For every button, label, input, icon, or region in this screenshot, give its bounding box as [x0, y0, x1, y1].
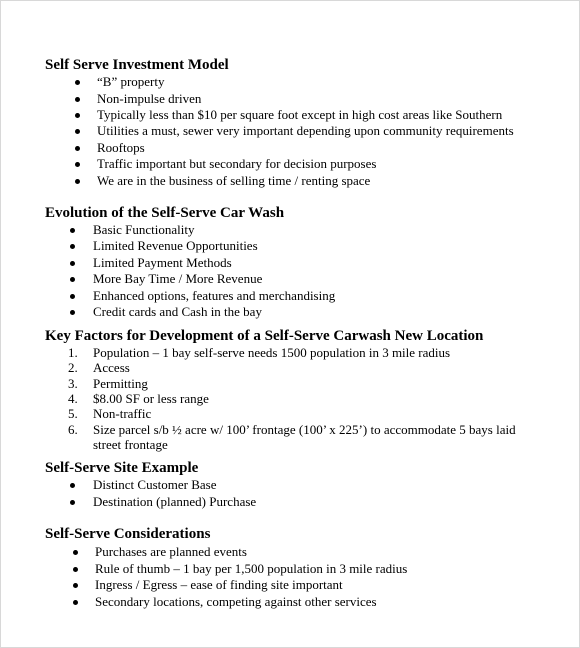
bullet-icon — [70, 483, 75, 488]
bullet-icon — [70, 310, 75, 315]
section-heading-evolution: Evolution of the Self-Serve Car Wash — [45, 205, 285, 221]
list-item: Basic Functionality — [93, 222, 195, 237]
bullet-icon — [75, 80, 80, 85]
list-number: 5. — [68, 406, 78, 421]
section-heading-investment-model: Self Serve Investment Model — [45, 57, 229, 73]
bullet-icon — [75, 129, 80, 134]
bullet-icon — [73, 600, 78, 605]
bullet-icon — [75, 146, 80, 151]
bullet-icon — [70, 500, 75, 505]
list-item: Size parcel s/b ½ acre w/ 100’ frontage (100’ x 225’) to accommodate 5 bays laid — [93, 422, 516, 437]
bullet-icon — [73, 550, 78, 555]
list-item: $8.00 SF or less range — [93, 391, 209, 406]
list-item: Non-impulse driven — [97, 91, 202, 106]
list-number: 2. — [68, 360, 78, 375]
list-item: Typically less than $10 per square foot except in high cost areas like Southern — [97, 107, 503, 122]
list-item: Ingress / Egress – ease of finding site important — [95, 577, 343, 592]
list-item: Distinct Customer Base — [93, 477, 217, 492]
list-item: Population – 1 bay self-serve needs 1500 population in 3 mile radius — [93, 345, 451, 360]
bullet-icon — [75, 97, 80, 102]
bullet-icon — [70, 228, 75, 233]
list-item: Utilities a must, sewer very important depending upon community requirements — [97, 123, 514, 138]
section-heading-considerations: Self-Serve Considerations — [45, 526, 211, 542]
list-number: 4. — [68, 391, 78, 406]
bullet-icon — [70, 277, 75, 282]
list-item: Traffic important but secondary for decision purposes — [97, 156, 377, 171]
list-item: Purchases are planned events — [95, 544, 247, 559]
list-item: Secondary locations, competing against other services — [95, 594, 377, 609]
list-item: “B” property — [97, 74, 165, 89]
bullet-icon — [73, 567, 78, 572]
list-item: Credit cards and Cash in the bay — [93, 304, 262, 319]
list-item: Non-traffic — [93, 406, 152, 421]
list-item: Destination (planned) Purchase — [93, 494, 257, 509]
list-item: Access — [93, 360, 130, 375]
list-item: Rooftops — [97, 140, 145, 155]
bullet-icon — [75, 162, 80, 167]
list-item: Enhanced options, features and merchandising — [93, 288, 336, 303]
list-item: We are in the business of selling time / renting space — [97, 173, 371, 188]
list-item: Limited Revenue Opportunities — [93, 238, 258, 253]
bullet-icon — [73, 583, 78, 588]
list-item: Permitting — [93, 376, 148, 391]
section-heading-site-example: Self-Serve Site Example — [45, 460, 199, 476]
list-number: 1. — [68, 345, 78, 360]
list-number: 3. — [68, 376, 78, 391]
bullet-icon — [75, 179, 80, 184]
list-item: Rule of thumb – 1 bay per 1,500 population in 3 mile radius — [95, 561, 408, 576]
bullet-icon — [70, 261, 75, 266]
list-item-continuation: street frontage — [93, 437, 168, 452]
list-number: 6. — [68, 422, 78, 437]
list-item: Limited Payment Methods — [93, 255, 232, 270]
section-heading-key-factors: Key Factors for Development of a Self-Serve Carwash New Location — [45, 328, 484, 344]
list-item: More Bay Time / More Revenue — [93, 271, 263, 286]
bullet-icon — [70, 244, 75, 249]
bullet-icon — [70, 294, 75, 299]
bullet-icon — [75, 113, 80, 118]
